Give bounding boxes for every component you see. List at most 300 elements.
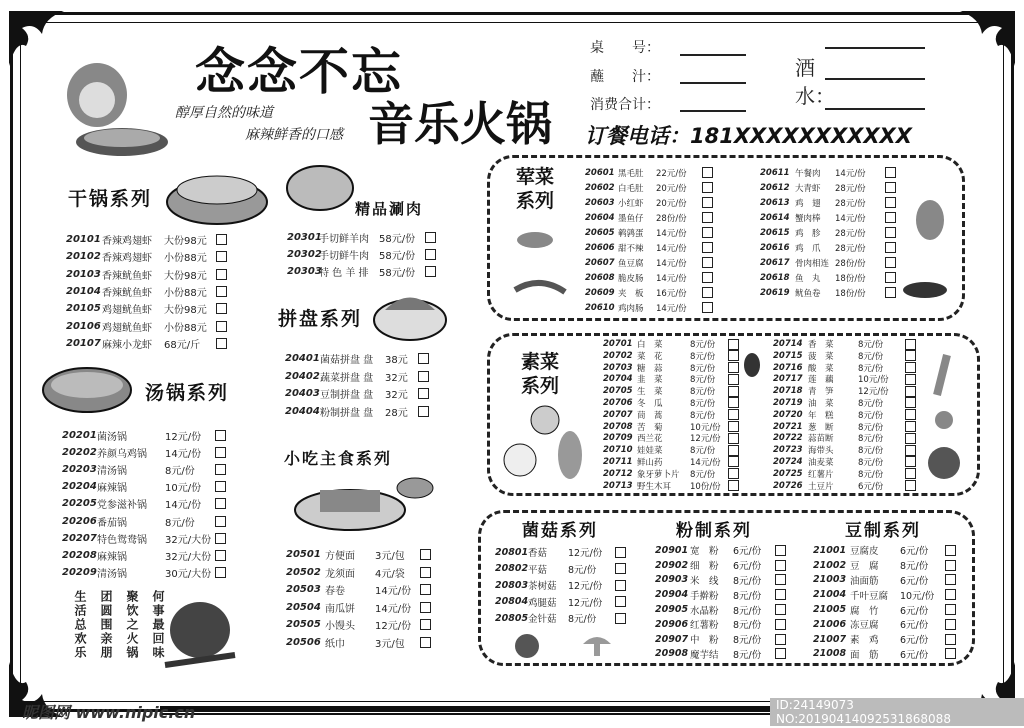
menu-item [760, 255, 897, 270]
order-checkbox[interactable] [615, 563, 626, 574]
order-checkbox[interactable] [945, 634, 956, 645]
menu-item-price: 14元/份 [375, 603, 412, 615]
menu-item-code: 20703 [603, 362, 633, 373]
menu-item [285, 368, 432, 386]
menu-item [62, 564, 229, 581]
menu-item-name: 红薯片 [808, 469, 834, 480]
order-checkbox[interactable] [615, 613, 626, 624]
order-checkbox[interactable] [945, 574, 956, 585]
menu-item-price: 8元/份 [690, 398, 716, 409]
order-checkbox[interactable] [728, 456, 739, 467]
menu-item-name: 鸡 胗 [795, 228, 821, 239]
menu-item-name: 千叶豆腐 [850, 590, 889, 602]
order-checkbox[interactable] [905, 456, 916, 467]
menu-item [585, 285, 714, 300]
order-checkbox[interactable] [425, 266, 436, 277]
menu-item-price: 8元/份 [858, 469, 884, 480]
menu-item-price: 32元/大份 [165, 551, 212, 563]
menu-item-name: 土豆片 [808, 481, 834, 492]
jungu-heading: 菌菇系列 [522, 521, 598, 541]
menu-item-name: 白毛肚 [618, 183, 644, 194]
order-checkbox[interactable] [418, 388, 429, 399]
menu-item-name: 蔬菜拼盘 盘 [320, 372, 374, 384]
menu-item-code: 20705 [603, 386, 633, 397]
sucai-list-right [773, 338, 917, 491]
menu-item-name: 鲜山药 [637, 457, 663, 468]
order-checkbox[interactable] [615, 580, 626, 591]
menu-item-name: 细 粉 [690, 561, 719, 573]
order-checkbox[interactable] [728, 386, 739, 397]
menu-item-name: 麻辣小龙虾 [102, 339, 152, 351]
menu-item-code: 20502 [286, 566, 321, 578]
menu-item-name: 糖 蒜 [637, 363, 663, 374]
menu-item [773, 385, 917, 397]
order-checkbox[interactable] [425, 249, 436, 260]
menu-item-code: 20501 [286, 549, 321, 561]
menu-item-price: 12元/份 [858, 387, 889, 398]
order-checkbox[interactable] [418, 371, 429, 382]
menu-item-name: 骨肉相连 [795, 258, 830, 269]
menu-item-code: 20208 [62, 549, 97, 561]
menu-item-price: 8元/份 [690, 469, 716, 480]
order-checkbox[interactable] [775, 574, 786, 585]
menu-item [603, 362, 740, 374]
menu-item-code: 20710 [603, 445, 633, 456]
menu-item-code: 20602 [585, 182, 615, 193]
menu-item-price: 3元/包 [375, 551, 405, 563]
menu-item [773, 362, 917, 374]
menu-item-price: 小份88元 [164, 253, 207, 265]
menu-item-code: 20901 [655, 544, 689, 556]
menu-item-price: 8元/份 [858, 340, 884, 350]
menu-item [655, 602, 787, 617]
menu-item-code: 20610 [585, 302, 615, 313]
menu-item-name: 生 菜 [637, 387, 663, 398]
poem-line: 团圆围亲朋 [99, 590, 113, 660]
menu-item-price: 28元/份 [835, 198, 866, 209]
menu-item-code: 20903 [655, 574, 689, 586]
menu-item [760, 180, 897, 195]
watermark-logo: 昵图网 www.nipic.cn [22, 703, 196, 722]
menu-item-code: 20619 [760, 287, 790, 298]
menu-item-code: 20801 [495, 546, 529, 558]
menu-item-price: 8元/份 [690, 375, 716, 386]
order-checkbox[interactable] [945, 648, 956, 659]
order-checkbox[interactable] [215, 516, 226, 527]
carrot-tomato-illustration [922, 345, 972, 485]
order-checkbox[interactable] [215, 533, 226, 544]
order-checkbox[interactable] [728, 468, 739, 479]
menu-item-name: 魔芋结 [690, 649, 719, 661]
menu-item [603, 397, 740, 409]
menu-item-name: 水晶粉 [690, 605, 719, 617]
menu-item [585, 255, 714, 270]
menu-item-name: 纸巾 [325, 638, 345, 650]
sucai-heading [515, 350, 565, 398]
order-checkbox[interactable] [418, 406, 429, 417]
menu-item-price: 14元/份 [656, 273, 687, 284]
menu-item-price: 8元/份 [858, 457, 884, 468]
menu-item [66, 231, 230, 248]
order-checkbox[interactable] [215, 464, 226, 475]
menu-item-code: 20712 [603, 468, 633, 479]
menu-item-code: 21008 [813, 648, 847, 660]
menu-item-price: 8元/份 [733, 620, 762, 632]
drink-line-1[interactable] [825, 47, 925, 49]
menu-item [603, 432, 740, 444]
order-checkbox[interactable] [905, 433, 916, 444]
menu-item-name: 年 糕 [808, 410, 834, 421]
order-checkbox[interactable] [215, 447, 226, 458]
menu-item [62, 461, 229, 478]
xiaochi-list [286, 546, 434, 651]
order-checkbox[interactable] [215, 567, 226, 578]
menu-item-name: 西兰花 [637, 434, 663, 445]
menu-item [585, 225, 714, 240]
menu-item [813, 573, 957, 588]
menu-item-code: 20601 [585, 167, 615, 178]
order-checkbox[interactable] [420, 602, 431, 613]
menu-item [286, 599, 434, 617]
drink-line-2[interactable] [825, 78, 925, 80]
fenzhi-list [655, 543, 787, 661]
menu-item-code: 20105 [66, 303, 101, 315]
order-checkbox[interactable] [216, 251, 227, 262]
wine-label: 酒 [795, 56, 815, 80]
order-checkbox[interactable] [216, 338, 227, 349]
order-checkbox[interactable] [885, 272, 896, 283]
menu-item-name: 野生木耳 [637, 481, 672, 492]
menu-item [813, 587, 957, 602]
order-checkbox[interactable] [215, 550, 226, 561]
order-checkbox[interactable] [615, 596, 626, 607]
order-checkbox[interactable] [945, 604, 956, 615]
menu-item-price: 28元/份 [835, 183, 866, 194]
field-sauce-label: 蘸 汁： [590, 69, 660, 85]
menu-item-price: 8元/份 [858, 363, 884, 374]
menu-item [603, 350, 740, 362]
menu-item-code: 21007 [813, 633, 847, 645]
menu-item-price: 8元/份 [690, 340, 716, 350]
menu-item-code: 20706 [603, 397, 633, 408]
order-checkbox[interactable] [945, 619, 956, 630]
order-checkbox[interactable] [702, 242, 713, 253]
menu-item [66, 335, 230, 352]
menu-item-code: 20724 [773, 456, 803, 467]
menu-item-price: 8元/份 [690, 387, 716, 398]
order-checkbox[interactable] [216, 234, 227, 245]
soup-pot-illustration [40, 360, 135, 420]
menu-item-code: 20404 [285, 405, 320, 417]
menu-item-price: 6元/份 [900, 575, 929, 587]
order-checkbox[interactable] [728, 350, 739, 361]
menu-item-name: 豆 腐 [850, 561, 879, 573]
order-checkbox[interactable] [885, 257, 896, 268]
order-checkbox[interactable] [945, 589, 956, 600]
menu-item-price: 32元 [385, 372, 408, 384]
menu-item-price: 14元/份 [165, 449, 202, 461]
menu-item-name: 韭 菜 [637, 375, 663, 386]
menu-item-code: 20616 [760, 242, 790, 253]
platter-illustration [370, 285, 450, 345]
order-checkbox[interactable] [905, 480, 916, 491]
menu-item-code: 20707 [603, 409, 633, 420]
menu-item-code: 21003 [813, 574, 847, 586]
menu-item-name: 娃娃菜 [637, 446, 663, 457]
field-table-line[interactable] [680, 54, 746, 56]
drumstick-meatball-illustration [900, 190, 955, 310]
menu-item [773, 480, 917, 492]
menu-item-code: 20504 [286, 601, 321, 613]
order-checkbox[interactable] [215, 430, 226, 441]
field-table-label: 桌 号： [590, 40, 660, 56]
menu-item-price: 8元/份 [690, 363, 716, 374]
menu-item [603, 385, 740, 397]
menu-item-code: 20615 [760, 227, 790, 238]
order-checkbox[interactable] [728, 445, 739, 456]
order-checkbox[interactable] [905, 362, 916, 373]
menu-item-code: 20611 [760, 167, 790, 178]
order-checkbox[interactable] [216, 303, 227, 314]
poem [72, 590, 167, 660]
menu-item-code: 21002 [813, 559, 847, 571]
order-checkbox[interactable] [702, 227, 713, 238]
order-checkbox[interactable] [728, 421, 739, 432]
menu-item-price: 20元/份 [656, 183, 687, 194]
order-checkbox[interactable] [775, 589, 786, 600]
menu-item-name: 脆皮肠 [618, 273, 644, 284]
menu-item-name: 豆腐皮 [850, 546, 879, 558]
menu-item-code: 20713 [603, 480, 633, 491]
menu-item-code: 20207 [62, 532, 97, 544]
menu-item-code: 20612 [760, 182, 790, 193]
order-checkbox[interactable] [905, 468, 916, 479]
menu-item-code: 20723 [773, 445, 803, 456]
order-checkbox[interactable] [216, 321, 227, 332]
menu-item [62, 478, 229, 495]
order-checkbox[interactable] [420, 584, 431, 595]
order-checkbox[interactable] [728, 374, 739, 385]
menu-item-code: 20204 [62, 481, 97, 493]
ganguo-heading: 干锅系列 [68, 188, 153, 210]
order-checkbox[interactable] [728, 339, 739, 350]
menu-item-price: 12元/份 [165, 432, 202, 444]
menu-item-name: 龙须面 [325, 568, 355, 580]
menu-item-name: 甜不辣 [618, 243, 644, 254]
menu-item-price: 14元/份 [375, 586, 412, 598]
order-checkbox[interactable] [905, 350, 916, 361]
order-checkbox[interactable] [728, 362, 739, 373]
menu-item [603, 373, 740, 385]
menu-item-name: 菌菇拼盘 盘 [320, 355, 374, 367]
menu-item-price: 58元/份 [379, 268, 416, 279]
menu-item-code: 20604 [585, 212, 615, 223]
order-checkbox[interactable] [905, 421, 916, 432]
order-checkbox[interactable] [885, 212, 896, 223]
menu-item [66, 317, 230, 334]
menu-item-name: 酸 菜 [808, 363, 834, 374]
menu-item-name: 菌汤锅 [97, 432, 127, 444]
order-checkbox[interactable] [728, 397, 739, 408]
order-checkbox[interactable] [905, 409, 916, 420]
menu-item-code: 20709 [603, 433, 633, 444]
menu-item-price: 8元/份 [858, 434, 884, 445]
order-checkbox[interactable] [615, 547, 626, 558]
menu-item-code: 20714 [773, 339, 803, 349]
menu-item [773, 409, 917, 421]
order-checkbox[interactable] [775, 604, 786, 615]
menu-item-name: 党参滋补锅 [97, 500, 147, 512]
order-checkbox[interactable] [425, 232, 436, 243]
menu-item-name: 大青虾 [795, 183, 821, 194]
menu-item [773, 338, 917, 350]
order-checkbox[interactable] [905, 445, 916, 456]
order-checkbox[interactable] [905, 374, 916, 385]
pinpan-list [285, 350, 432, 420]
order-checkbox[interactable] [216, 286, 227, 297]
menu-item-price: 12元/份 [568, 548, 603, 560]
menu-item [760, 240, 897, 255]
menu-item-name: 苦 菊 [637, 422, 663, 433]
order-checkbox[interactable] [420, 637, 431, 648]
order-checkbox[interactable] [418, 353, 429, 364]
field-total-line[interactable] [680, 110, 746, 112]
menu-item-price: 12元/份 [375, 621, 412, 633]
order-checkbox[interactable] [885, 227, 896, 238]
order-checkbox[interactable] [702, 287, 713, 298]
order-checkbox[interactable] [215, 481, 226, 492]
order-checkbox[interactable] [728, 480, 739, 491]
menu-item-code: 20614 [760, 212, 790, 223]
order-checkbox[interactable] [216, 269, 227, 280]
menu-item-code: 20202 [62, 447, 97, 459]
order-checkbox[interactable] [885, 287, 896, 298]
menu-item-name: 鸡翅鱿鱼虾 [102, 322, 152, 334]
menu-item-code: 20106 [66, 320, 101, 332]
menu-item-price: 10元/份 [900, 590, 935, 602]
order-checkbox[interactable] [420, 549, 431, 560]
order-checkbox[interactable] [885, 182, 896, 193]
menu-item-name: 方便面 [325, 551, 355, 563]
menu-item-code: 20401 [285, 353, 320, 365]
menu-item [285, 403, 432, 421]
menu-item-name: 鸡肉肠 [618, 303, 644, 314]
menu-item-name: 油面筋 [850, 575, 879, 587]
order-checkbox[interactable] [702, 212, 713, 223]
menu-item-name: 米 线 [690, 575, 719, 587]
menu-item [495, 544, 627, 561]
menu-item-name: 油麦菜 [808, 457, 834, 468]
menu-item [66, 283, 230, 300]
menu-item-name: 鸡 翅 [795, 198, 821, 209]
menu-item-price: 8元/份 [858, 351, 884, 362]
menu-item-name: 小馒头 [325, 621, 355, 633]
order-checkbox[interactable] [702, 302, 713, 313]
menu-item-price: 3元/包 [375, 638, 405, 650]
menu-item [813, 647, 957, 662]
menu-item-price: 32元/大份 [165, 534, 212, 546]
menu-item-code: 20704 [603, 374, 633, 385]
order-checkbox[interactable] [905, 397, 916, 408]
menu-item-price: 8元/份 [900, 561, 929, 573]
menu-item-name: 菜 花 [637, 351, 663, 362]
douzhi-list [813, 543, 957, 661]
order-checkbox[interactable] [420, 619, 431, 630]
menu-item [603, 409, 740, 421]
huncai-list-left [585, 165, 714, 315]
order-checkbox[interactable] [702, 257, 713, 268]
order-checkbox[interactable] [775, 560, 786, 571]
menu-item-code: 20906 [655, 618, 689, 630]
order-checkbox[interactable] [945, 545, 956, 556]
menu-item-name: 手擀粉 [690, 590, 719, 602]
order-checkbox[interactable] [885, 167, 896, 178]
order-checkbox[interactable] [728, 433, 739, 444]
order-checkbox[interactable] [775, 634, 786, 645]
order-checkbox[interactable] [702, 272, 713, 283]
menu-item-price: 32元 [385, 390, 408, 402]
menu-item-code: 20506 [286, 636, 321, 648]
menu-item-price: 6元/份 [900, 605, 929, 617]
menu-item [773, 350, 917, 362]
douzhi-heading: 豆制系列 [845, 521, 921, 541]
order-checkbox[interactable] [420, 567, 431, 578]
huncai-list-right [760, 165, 897, 300]
menu-item-price: 8元/份 [733, 575, 762, 587]
order-checkbox[interactable] [775, 619, 786, 630]
menu-item-price: 8元/份 [165, 517, 195, 529]
drink-line-3[interactable] [825, 108, 925, 110]
menu-item-code: 20102 [66, 251, 101, 263]
snack-plate-illustration [290, 470, 435, 540]
order-checkbox[interactable] [885, 242, 896, 253]
menu-item-code: 20203 [62, 464, 97, 476]
order-checkbox[interactable] [728, 409, 739, 420]
menu-item-price: 8元/份 [733, 605, 762, 617]
jungu-list [495, 544, 627, 627]
menu-item [287, 229, 439, 246]
menu-item [62, 444, 229, 461]
huncai-heading-2: 系列 [515, 190, 554, 212]
menu-item-name: 金针菇 [528, 614, 557, 626]
order-checkbox[interactable] [885, 197, 896, 208]
menu-item-price: 6元/份 [900, 546, 929, 558]
order-checkbox[interactable] [905, 386, 916, 397]
order-checkbox[interactable] [775, 545, 786, 556]
order-checkbox[interactable] [702, 167, 713, 178]
menu-item-name: 鹌鹑蛋 [618, 228, 644, 239]
huncai-heading [510, 165, 560, 213]
fenzhi-heading: 粉制系列 [676, 521, 752, 541]
menu-item-code: 20716 [773, 362, 803, 373]
menu-item-code: 21005 [813, 604, 847, 616]
bottom-stripe-2 [160, 713, 780, 715]
menu-item-price: 8元/份 [858, 446, 884, 457]
order-checkbox[interactable] [702, 197, 713, 208]
menu-item-code: 20804 [495, 596, 529, 608]
menu-item-price: 6元/份 [900, 620, 929, 632]
field-sauce-line[interactable] [680, 82, 746, 84]
mushrooms-illustration [505, 630, 615, 662]
order-checkbox[interactable] [215, 498, 226, 509]
order-checkbox[interactable] [775, 648, 786, 659]
order-checkbox[interactable] [905, 339, 916, 350]
order-checkbox[interactable] [702, 182, 713, 193]
menu-item-price: 20元/份 [656, 198, 687, 209]
menu-item [286, 546, 434, 564]
order-checkbox[interactable] [945, 560, 956, 571]
field-total-label: 消费合计： [590, 97, 660, 113]
